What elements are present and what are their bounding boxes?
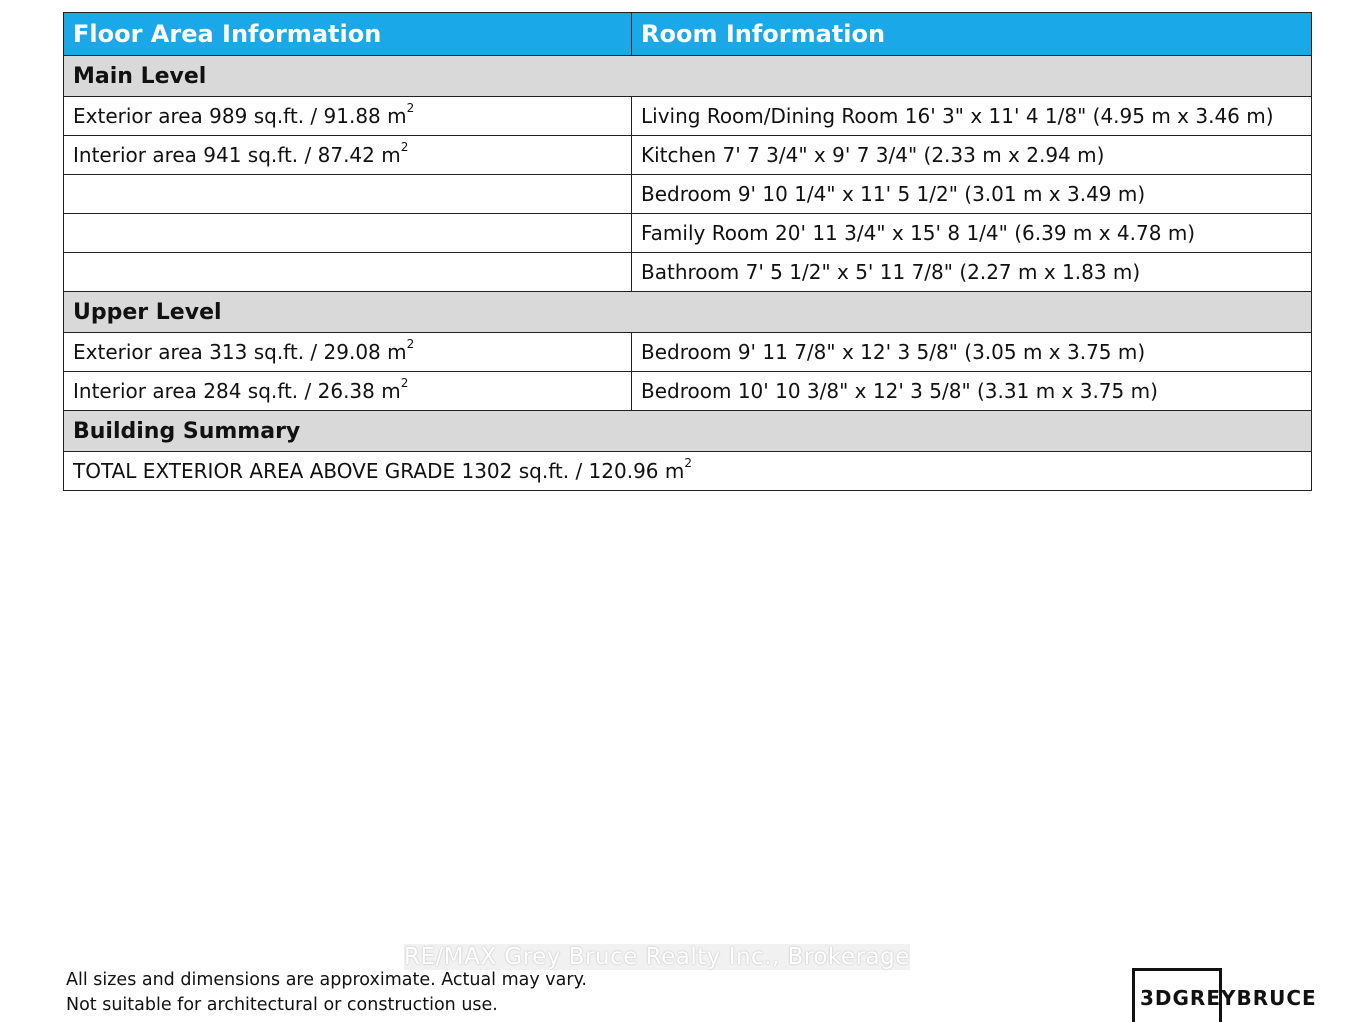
area-cell: [64, 175, 632, 214]
section-building-summary: Building Summary: [64, 411, 1312, 452]
room-cell: Bedroom 9' 10 1/4" x 11' 5 1/2" (3.01 m x 3.49 m): [632, 175, 1312, 214]
summary-cell: TOTAL EXTERIOR AREA ABOVE GRADE 1302 sq.ft. / 120.96 $m^2$: [64, 452, 1312, 491]
table-row: [64, 253, 1312, 292]
header-floor-area: Floor Area Information: [64, 13, 632, 56]
table-row: [64, 214, 1312, 253]
room-cell: Family Room 20' 11 3/4" x 15' 8 1/4" (6.39 m x 4.78 m): [632, 214, 1312, 253]
brokerage-watermark: RE/MAX Grey Bruce Realty Inc., Brokerage: [404, 944, 910, 970]
table-row: [64, 175, 1312, 214]
logo-text: 3DGREYBRUCE: [1140, 986, 1317, 1010]
disclaimer: [66, 968, 587, 1018]
table-row: [64, 97, 1312, 136]
disclaimer-line-2: Not suitable for architectural or construction use.: [66, 995, 498, 1015]
floor-area-table: [63, 12, 1312, 491]
table-row: [64, 452, 1312, 491]
room-cell: Bedroom 10' 10 3/8" x 12' 3 5/8" (3.31 m x 3.75 m): [632, 372, 1312, 411]
room-cell: Bathroom 7' 5 1/2" x 5' 11 7/8" (2.27 m x 1.83 m): [632, 253, 1312, 292]
table-row: [64, 333, 1312, 372]
header-room-information: Room Information: [632, 13, 1312, 56]
table-row: [64, 136, 1312, 175]
3dgreybruce-logo: [1132, 968, 1317, 1022]
disclaimer-line-1: All sizes and dimensions are approximate. Actual may vary.: [66, 970, 587, 990]
room-cell: Bedroom 9' 11 7/8" x 12' 3 5/8" (3.05 m x 3.75 m): [632, 333, 1312, 372]
section-main-level: Main Level: [64, 56, 1312, 97]
room-cell: Kitchen 7' 7 3/4" x 9' 7 3/4" (2.33 m x 2.94 m): [632, 136, 1312, 175]
room-cell: Living Room/Dining Room 16' 3" x 11' 4 1/8" (4.95 m x 3.46 m): [632, 97, 1312, 136]
area-cell: Interior area 941 sq.ft. / 87.42 $m^2$: [64, 136, 632, 175]
table-row: [64, 372, 1312, 411]
section-upper-level: Upper Level: [64, 292, 1312, 333]
area-cell: Interior area 284 sq.ft. / 26.38 $m^2$: [64, 372, 632, 411]
table-header-row: [64, 13, 1312, 56]
floor-area-sheet: [63, 12, 1312, 491]
area-cell: [64, 253, 632, 292]
area-cell: Exterior area 989 sq.ft. / 91.88 $m^2$: [64, 97, 632, 136]
area-cell: Exterior area 313 sq.ft. / 29.08 $m^2$: [64, 333, 632, 372]
area-cell: [64, 214, 632, 253]
